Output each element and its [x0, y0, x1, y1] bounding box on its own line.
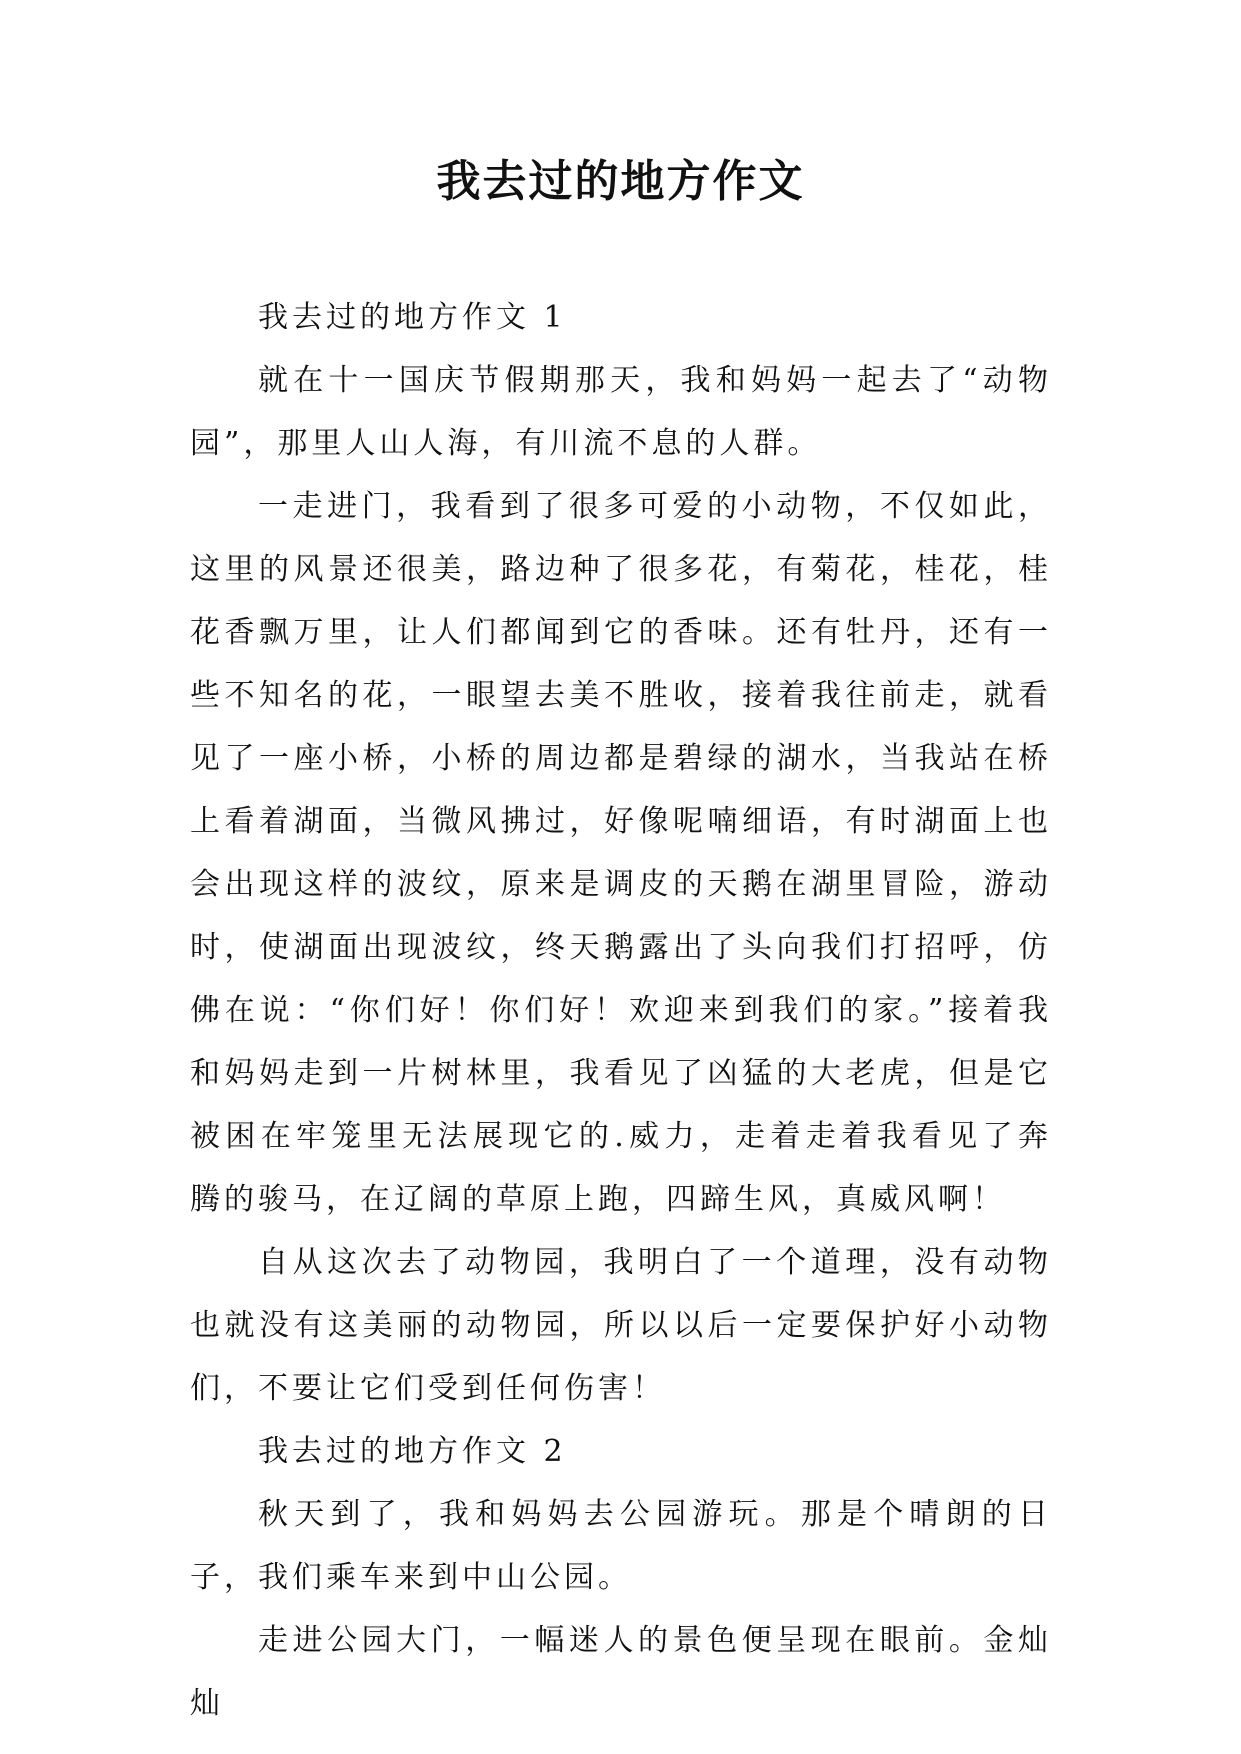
paragraph: 自从这次去了动物园，我明白了一个道理，没有动物也就没有这美丽的动物园，所以以后一定要保护好小动物们，不要让它们受到任何伤害！ — [190, 1245, 1052, 1406]
paragraph: 一走进门，我看到了很多可爱的小动物，不仅如此，这里的风景还很美，路边种了很多花，有菊花，桂花，桂花香飘万里，让人们都闻到它的香味。还有牡丹，还有一些不知名的花，一眼望去美不胜收，接着我往前走，就看见了一座小桥，小桥的周边都是碧绿的湖水，当我站在桥上看着湖面，当微风拂过，好像呢喃细语，有时湖面上也会出现这样的波纹，原来是调皮的天鹅在湖里冒险，游动时，使湖面出现波纹，终天鹅露出了头向我们打招呼，仿佛在说：“你们好！你们好！欢迎来到我们的家。”接着我和妈妈走到一片树林里，我看见了凶猛的大老虎，但是它被困在牢笼里无法展现它的.威力，走着走着我看见了奔腾的骏马，在辽阔的草原上跑，四蹄生风，真威风啊！ — [190, 489, 1052, 1217]
paragraph: 就在十一国庆节假期那天，我和妈妈一起去了“动物园”，那里人山人海，有川流不息的人群。 — [190, 363, 1052, 461]
section-heading: 我去过的地方作文 1 — [258, 300, 567, 335]
document-title: 我去过的地方作文 — [436, 156, 805, 207]
paragraph: 秋天到了，我和妈妈去公园游玩。那是个晴朗的日子，我们乘车来到中山公园。 — [190, 1497, 1052, 1595]
section-heading: 我去过的地方作文 2 — [258, 1434, 567, 1469]
document-body — [190, 286, 1052, 1735]
paragraph: 走进公园大门，一幅迷人的景色便呈现在眼前。金灿灿 — [190, 1623, 1052, 1721]
